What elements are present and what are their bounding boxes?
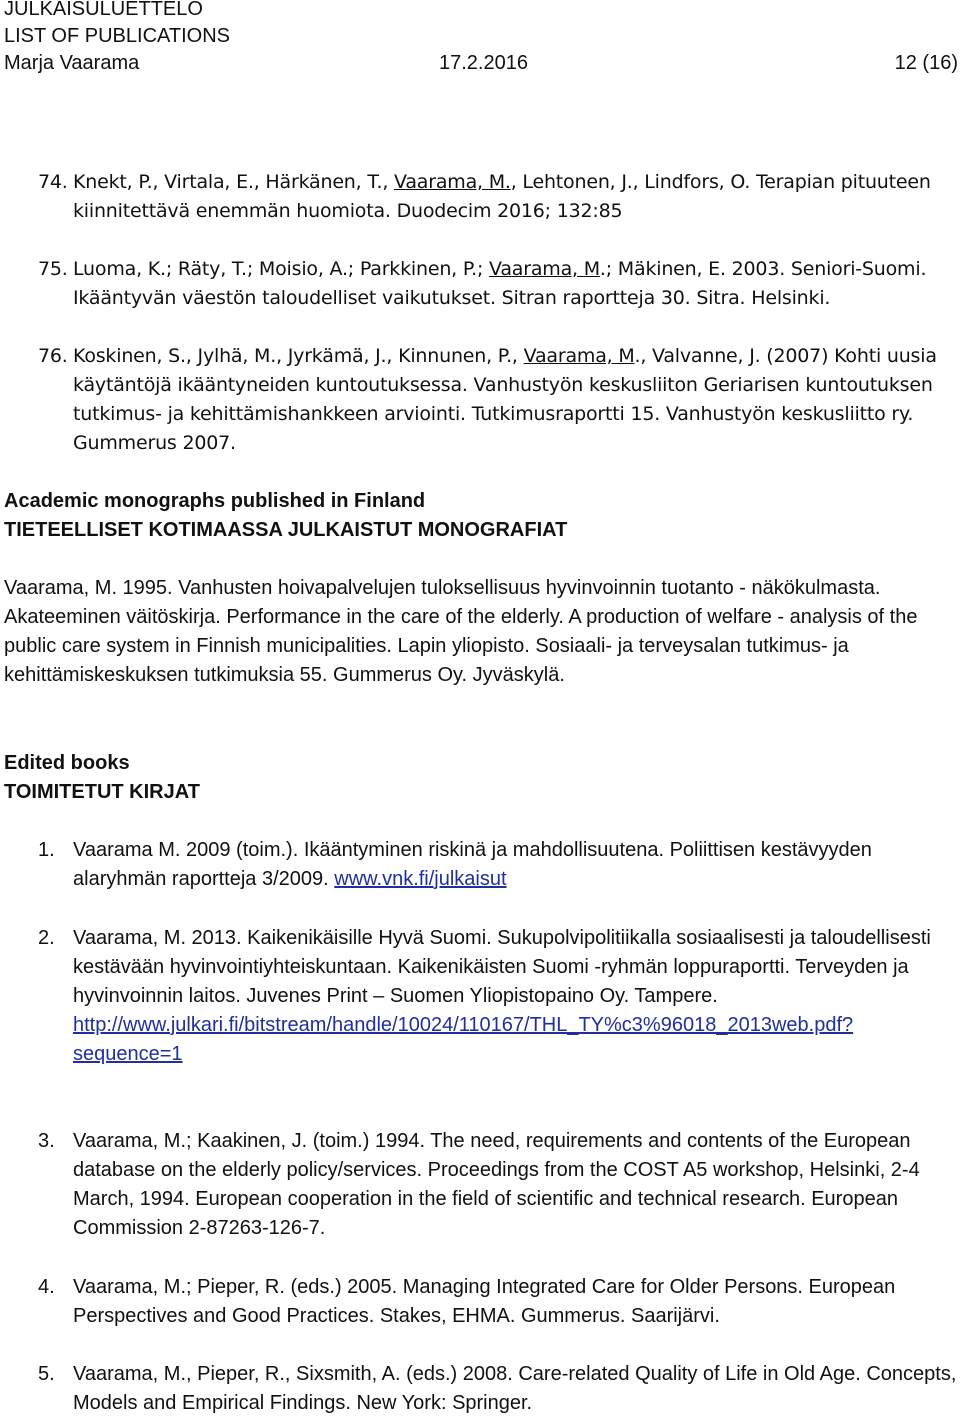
entry-number: 75. <box>38 258 68 280</box>
entry-details: Vaarama M. 2009 (toim.). Ikääntyminen riskinä ja mahdollisuutena. Poliittisen kestävyyden alaryhmän raportteja 3/2009. <box>73 839 872 890</box>
edited-book-2 <box>38 924 958 1069</box>
entry-highlight-author: Vaarama, M <box>489 258 600 280</box>
entry-text <box>73 255 958 313</box>
entry-text <box>73 342 958 458</box>
edited-book-3 <box>38 1127 958 1243</box>
entry-authors: Knekt, P., Virtala, E., Härkänen, T., <box>73 171 395 193</box>
publication-entry-75 <box>38 255 958 313</box>
section-heading-edited-books <box>4 749 200 807</box>
entry-highlight-author: Vaarama, M. <box>394 171 511 193</box>
header-title-en: LIST OF PUBLICATIONS <box>4 25 230 47</box>
section-heading-monographs <box>4 487 567 545</box>
publication-entry-74 <box>38 168 958 226</box>
entry-link[interactable]: http://www.julkari.fi/bitstream/handle/10024/110167/THL_TY%c3%96018_2013web.pdf? <box>73 1014 854 1036</box>
entry-text <box>73 168 958 226</box>
edited-book-5 <box>38 1360 958 1418</box>
entry-details: Vaarama, M. 2013. Kaikenikäisille Hyvä Suomi. Sukupolvipolitiikalla sosiaalisesti ja taloudellisesti kestävään hyvinvointiyhteiskuntaan. Kaikenikäisten Suomi -ryhmän loppuraportti. Terveyden ja hyvinvoinnin laitos. Juvenes Print – Suomen Yliopistopaino Oy. Tampere. <box>73 927 931 1007</box>
heading-fi: TOIMITETUT KIRJAT <box>4 781 200 803</box>
publication-entry-76 <box>38 342 958 458</box>
entry-number: 2. <box>38 927 55 949</box>
edited-book-4 <box>38 1273 958 1331</box>
entry-text: Vaarama, M.; Kaakinen, J. (toim.) 1994. The need, requirements and contents of the European database on the elderly policy/services. Proceedings from the COST A5 workshop, Helsinki, 2-4 March, 1994. European cooperation in the field of scientific and technical research. European Commission 2-87263-126-7. <box>73 1130 920 1239</box>
entry-number: 4. <box>38 1276 55 1298</box>
entry-text: Vaarama, M.; Pieper, R. (eds.) 2005. Managing Integrated Care for Older Persons. European Perspectives and Good Practices. Stakes, EHMA. Gummerus. Saarijärvi. <box>73 1276 896 1327</box>
entry-link-continued[interactable]: sequence=1 <box>73 1043 183 1065</box>
monograph-entry: Vaarama, M. 1995. Vanhusten hoivapalvelujen tuloksellisuus hyvinvoinnin tuotanto - näkökulmasta. Akateeminen väitöskirja. Performance in the care of the elderly. A production of welfare - analysis of the public care system in Finnish municipalities. Lapin yliopisto. Sosiaali- ja terveysalan tutkimus- ja kehittämiskeskuksen tutkimuksia 55. Gummerus Oy. Jyväskylä. <box>4 577 918 686</box>
entry-number: 5. <box>38 1363 55 1385</box>
entry-details: , Lehtonen, J., Lindfors, O. Terapian pituuteen kiinnitettävä enemmän huomiota. Duodecim 2016; 132:85 <box>73 171 931 222</box>
heading-en: Edited books <box>4 752 130 774</box>
entry-number: 3. <box>38 1130 55 1152</box>
entry-text <box>73 924 958 1069</box>
header-author: Marja Vaarama <box>4 52 140 74</box>
edited-book-1 <box>38 836 958 894</box>
entry-details: ., Valvanne, J. (2007) Kohti uusia käytäntöjä ikääntyneiden kuntoutuksessa. Vanhustyön keskusliiton Geriarisen kuntoutuksen tutkimus- ja kehittämishankkeen arviointi. Tutkimusraportti 15. Vanhustyön keskusliitto ry. Gummerus 2007. <box>73 345 937 454</box>
entry-number: 76. <box>38 345 68 367</box>
heading-en: Academic monographs published in Finland <box>4 490 426 512</box>
heading-fi: TIETEELLISET KOTIMAASSA JULKAISTUT MONOGRAFIAT <box>4 519 568 541</box>
entry-text: Vaarama, M., Pieper, R., Sixsmith, A. (eds.) 2008. Care-related Quality of Life in Old Age. Concepts, Models and Empirical Findings. New York: Springer. <box>73 1363 957 1414</box>
header-date: 17.2.2016 <box>439 52 528 74</box>
header-page-number: 12 (16) <box>894 52 958 74</box>
page-header <box>4 0 958 77</box>
entry-text <box>73 836 958 894</box>
entry-highlight-author: Vaarama, M <box>523 345 635 367</box>
header-title-fi: JULKAISULUETTELO <box>4 0 203 20</box>
entry-link[interactable]: www.vnk.fi/julkaisut <box>334 868 507 890</box>
entry-details: .; Mäkinen, E. 2003. Seniori-Suomi. Ikääntyvän väestön taloudelliset vaikutukset. Sitran raportteja 30. Sitra. Helsinki. <box>73 258 927 309</box>
entry-number: 1. <box>38 839 55 861</box>
header-meta-row <box>4 50 958 77</box>
entry-number: 74. <box>38 171 68 193</box>
entry-authors: Koskinen, S., Jylhä, M., Jyrkämä, J., Kinnunen, P., <box>73 345 524 367</box>
entry-authors: Luoma, K.; Räty, T.; Moisio, A.; Parkkinen, P.; <box>73 258 490 280</box>
